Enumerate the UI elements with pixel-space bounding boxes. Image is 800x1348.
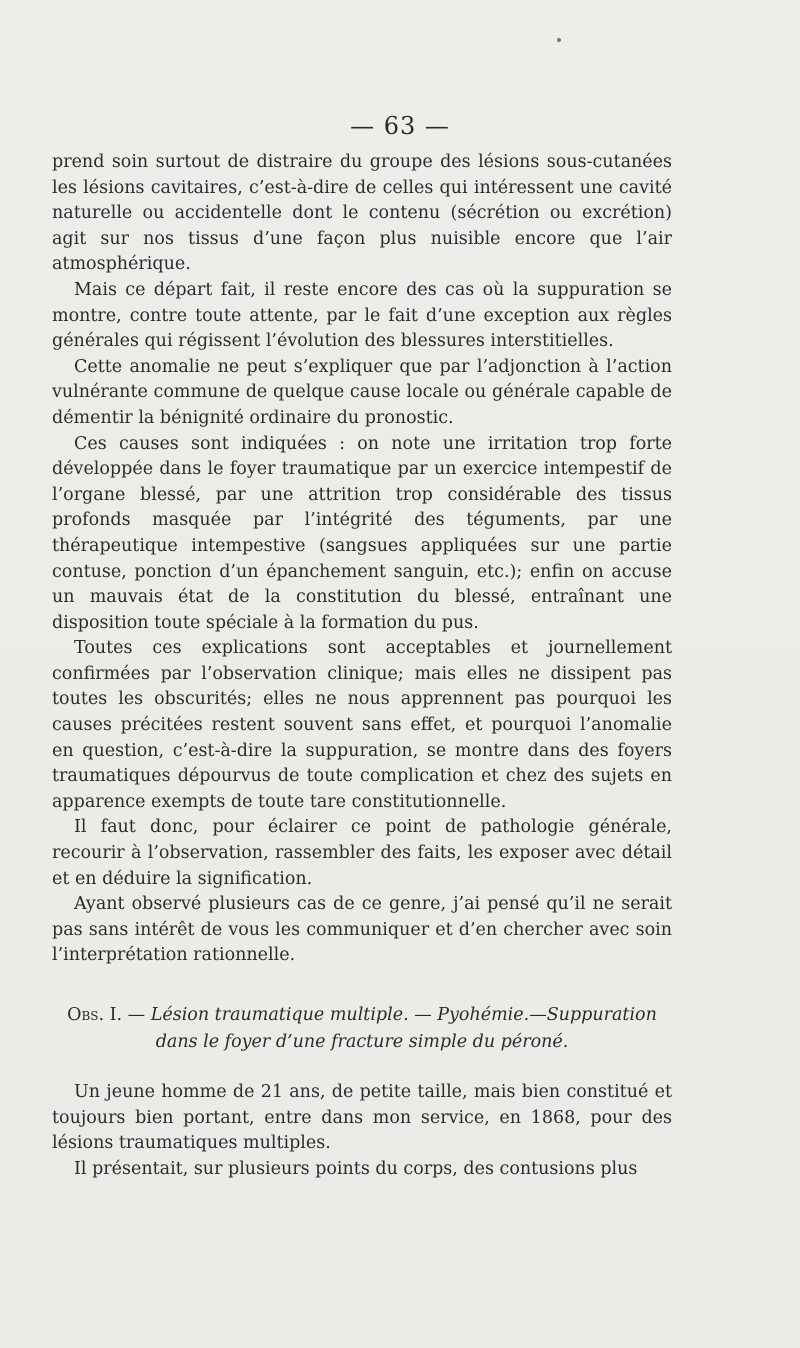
observation-title: Lésion traumatique multiple. — Pyohémie.—Suppuration dans le foyer d’une fracture simple du péroné. <box>150 1005 657 1052</box>
paragraph: Il présentait, sur plusieurs points du corps, des contusions plus <box>74 1158 638 1179</box>
paragraph: Toutes ces explications sont acceptables et journellement confirmées par l’observation clinique; mais elles ne dissipent pas toutes les obscurités; elles ne nous apprennent pas pourquoi les causes précitées restent souvent sans effet, et pourquoi l’anomalie en question, c’est-à-dire la suppuration, se montre dans des foyers traumatiques dépourvus de toute complication et chez des sujets en apparence exempts de toute tare constitutionnelle. <box>52 638 672 812</box>
paragraph: Cette anomalie ne peut s’expliquer que par l’adjonction à l’action vulnérante commune de quelque cause locale ou générale capable de démentir la bénignité ordinaire du pronostic. <box>52 356 672 428</box>
paragraph: Un jeune homme de 21 ans, de petite taille, mais bien constitué et toujours bien portant, entre dans mon service, en 1868, pour des lésions traumatiques multiples. <box>52 1082 672 1154</box>
paragraph: prend soin surtout de distraire du groupe des lésions sous-cutanées les lésions cavitaires, c’est-à-dire de celles qui intéressent une cavité naturelle ou accidentelle dont le contenu (sécrétion ou excrétion) agit sur nos tissus d’une façon plus nuisible encore que l’air atmosphérique. <box>52 152 672 275</box>
observation-text <box>52 1080 672 1182</box>
observation-label: Obs. I. — <box>67 1005 146 1025</box>
ink-speck <box>557 38 561 42</box>
paragraph: Il faut donc, pour éclairer ce point de pathologie générale, recourir à l’observation, rassembler des faits, les exposer avec détail et en déduire la signification. <box>52 817 672 889</box>
observation-heading <box>52 1002 672 1056</box>
paragraph: Mais ce départ fait, il reste encore des cas où la suppuration se montre, contre toute attente, par le fait d’une exception aux règles générales qui régissent l’évolution des blessures interstitielles. <box>52 279 672 352</box>
page-number: — 63 — <box>350 112 450 140</box>
paragraph: Ayant observé plusieurs cas de ce genre, j’ai pensé qu’il ne serait pas sans intérêt de vous les communiquer et d’en chercher avec soin l’interprétation rationnelle. <box>52 894 672 966</box>
main-text <box>52 150 672 969</box>
paragraph: Ces causes sont indiquées : on note une irritation trop forte développée dans le foyer traumatique par un exercice intempestif de l’organe blessé, par une attrition trop considérable des tissus profonds masquée par l’intégrité des téguments, par une thérapeutique intempestive (sangsues appliquées sur une partie contuse, ponction d’un épanchement sanguin, etc.); enfin on accuse un mauvais état de la constitution du blessé, entraînant une disposition toute spéciale à la formation du pus. <box>52 433 672 633</box>
